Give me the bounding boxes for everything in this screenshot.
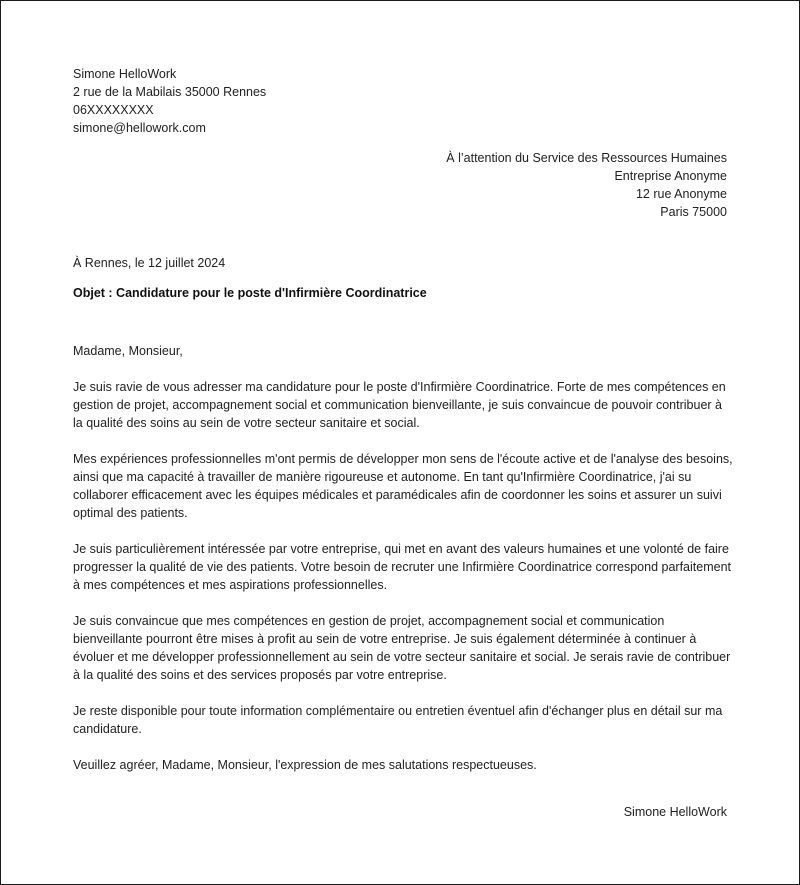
closing-paragraph: Veuillez agréer, Madame, Monsieur, l'expression de mes salutations respectueuses.: [73, 758, 537, 772]
sender-email: simone@hellowork.com: [73, 121, 206, 135]
sender-block: [73, 65, 266, 137]
recipient-attention: À l’attention du Service des Ressources Humaines: [446, 151, 727, 165]
sender-phone: 06XXXXXXXX: [73, 103, 154, 117]
body-paragraph: Je suis particulièrement intéressée par votre entreprise, qui met en avant des valeurs humaines et une volonté de faire progresser la qualité de vie des patients. Votre besoin de recruter une Infirmière Coordinatrice correspond parfaitement à mes compétences et mes aspirations professionnelles.: [73, 542, 731, 592]
letter-subject: Objet : Candidature pour le poste d'Infirmière Coordinatrice: [73, 286, 427, 300]
sender-address: 2 rue de la Mabilais 35000 Rennes: [73, 85, 267, 99]
letter-body: [73, 342, 733, 792]
salutation: Madame, Monsieur,: [73, 344, 183, 358]
body-paragraph: Je suis ravie de vous adresser ma candidature pour le poste d'Infirmière Coordinatrice. Forte de mes compétences en gestion de projet, accompagnement social et communication bienveillante, je suis convaincue de pouvoir contribuer à la qualité des soins au sein de votre secteur sanitaire et social.: [73, 380, 726, 430]
sender-name: Simone HelloWork: [73, 67, 177, 81]
recipient-company: Entreprise Anonyme: [614, 169, 727, 183]
body-paragraph: Je reste disponible pour toute information complémentaire ou entretien éventuel afin d'échanger plus en détail sur ma candidature.: [73, 704, 723, 736]
letter-date: À Rennes, le 12 juillet 2024: [73, 256, 226, 270]
recipient-block: [446, 149, 727, 221]
body-paragraph: Je suis convaincue que mes compétences en gestion de projet, accompagnement social et communication bienveillante pourront être mises à profit au sein de votre entreprise. Je suis également déterminée à continuer à évoluer et me développer professionnellement au sein de votre secteur sanitaire et social. Je serais ravie de contribuer à la qualité des soins et des services proposés par votre entreprise.: [73, 614, 731, 682]
recipient-street: 12 rue Anonyme: [635, 187, 727, 201]
body-paragraph: Mes expériences professionnelles m'ont permis de développer mon sens de l'écoute active et de l'analyse des besoins, ainsi que ma capacité à travailler de manière rigoureuse et autonome. En tant qu'Infirmière Coordinatrice, j'ai su collaborer efficacement avec les équipes médicales et paramédicales afin de coordonner les soins et assurer un suivi optimal des patients.: [73, 452, 733, 520]
signature: Simone HelloWork: [623, 805, 727, 819]
recipient-city: Paris 75000: [660, 205, 727, 219]
